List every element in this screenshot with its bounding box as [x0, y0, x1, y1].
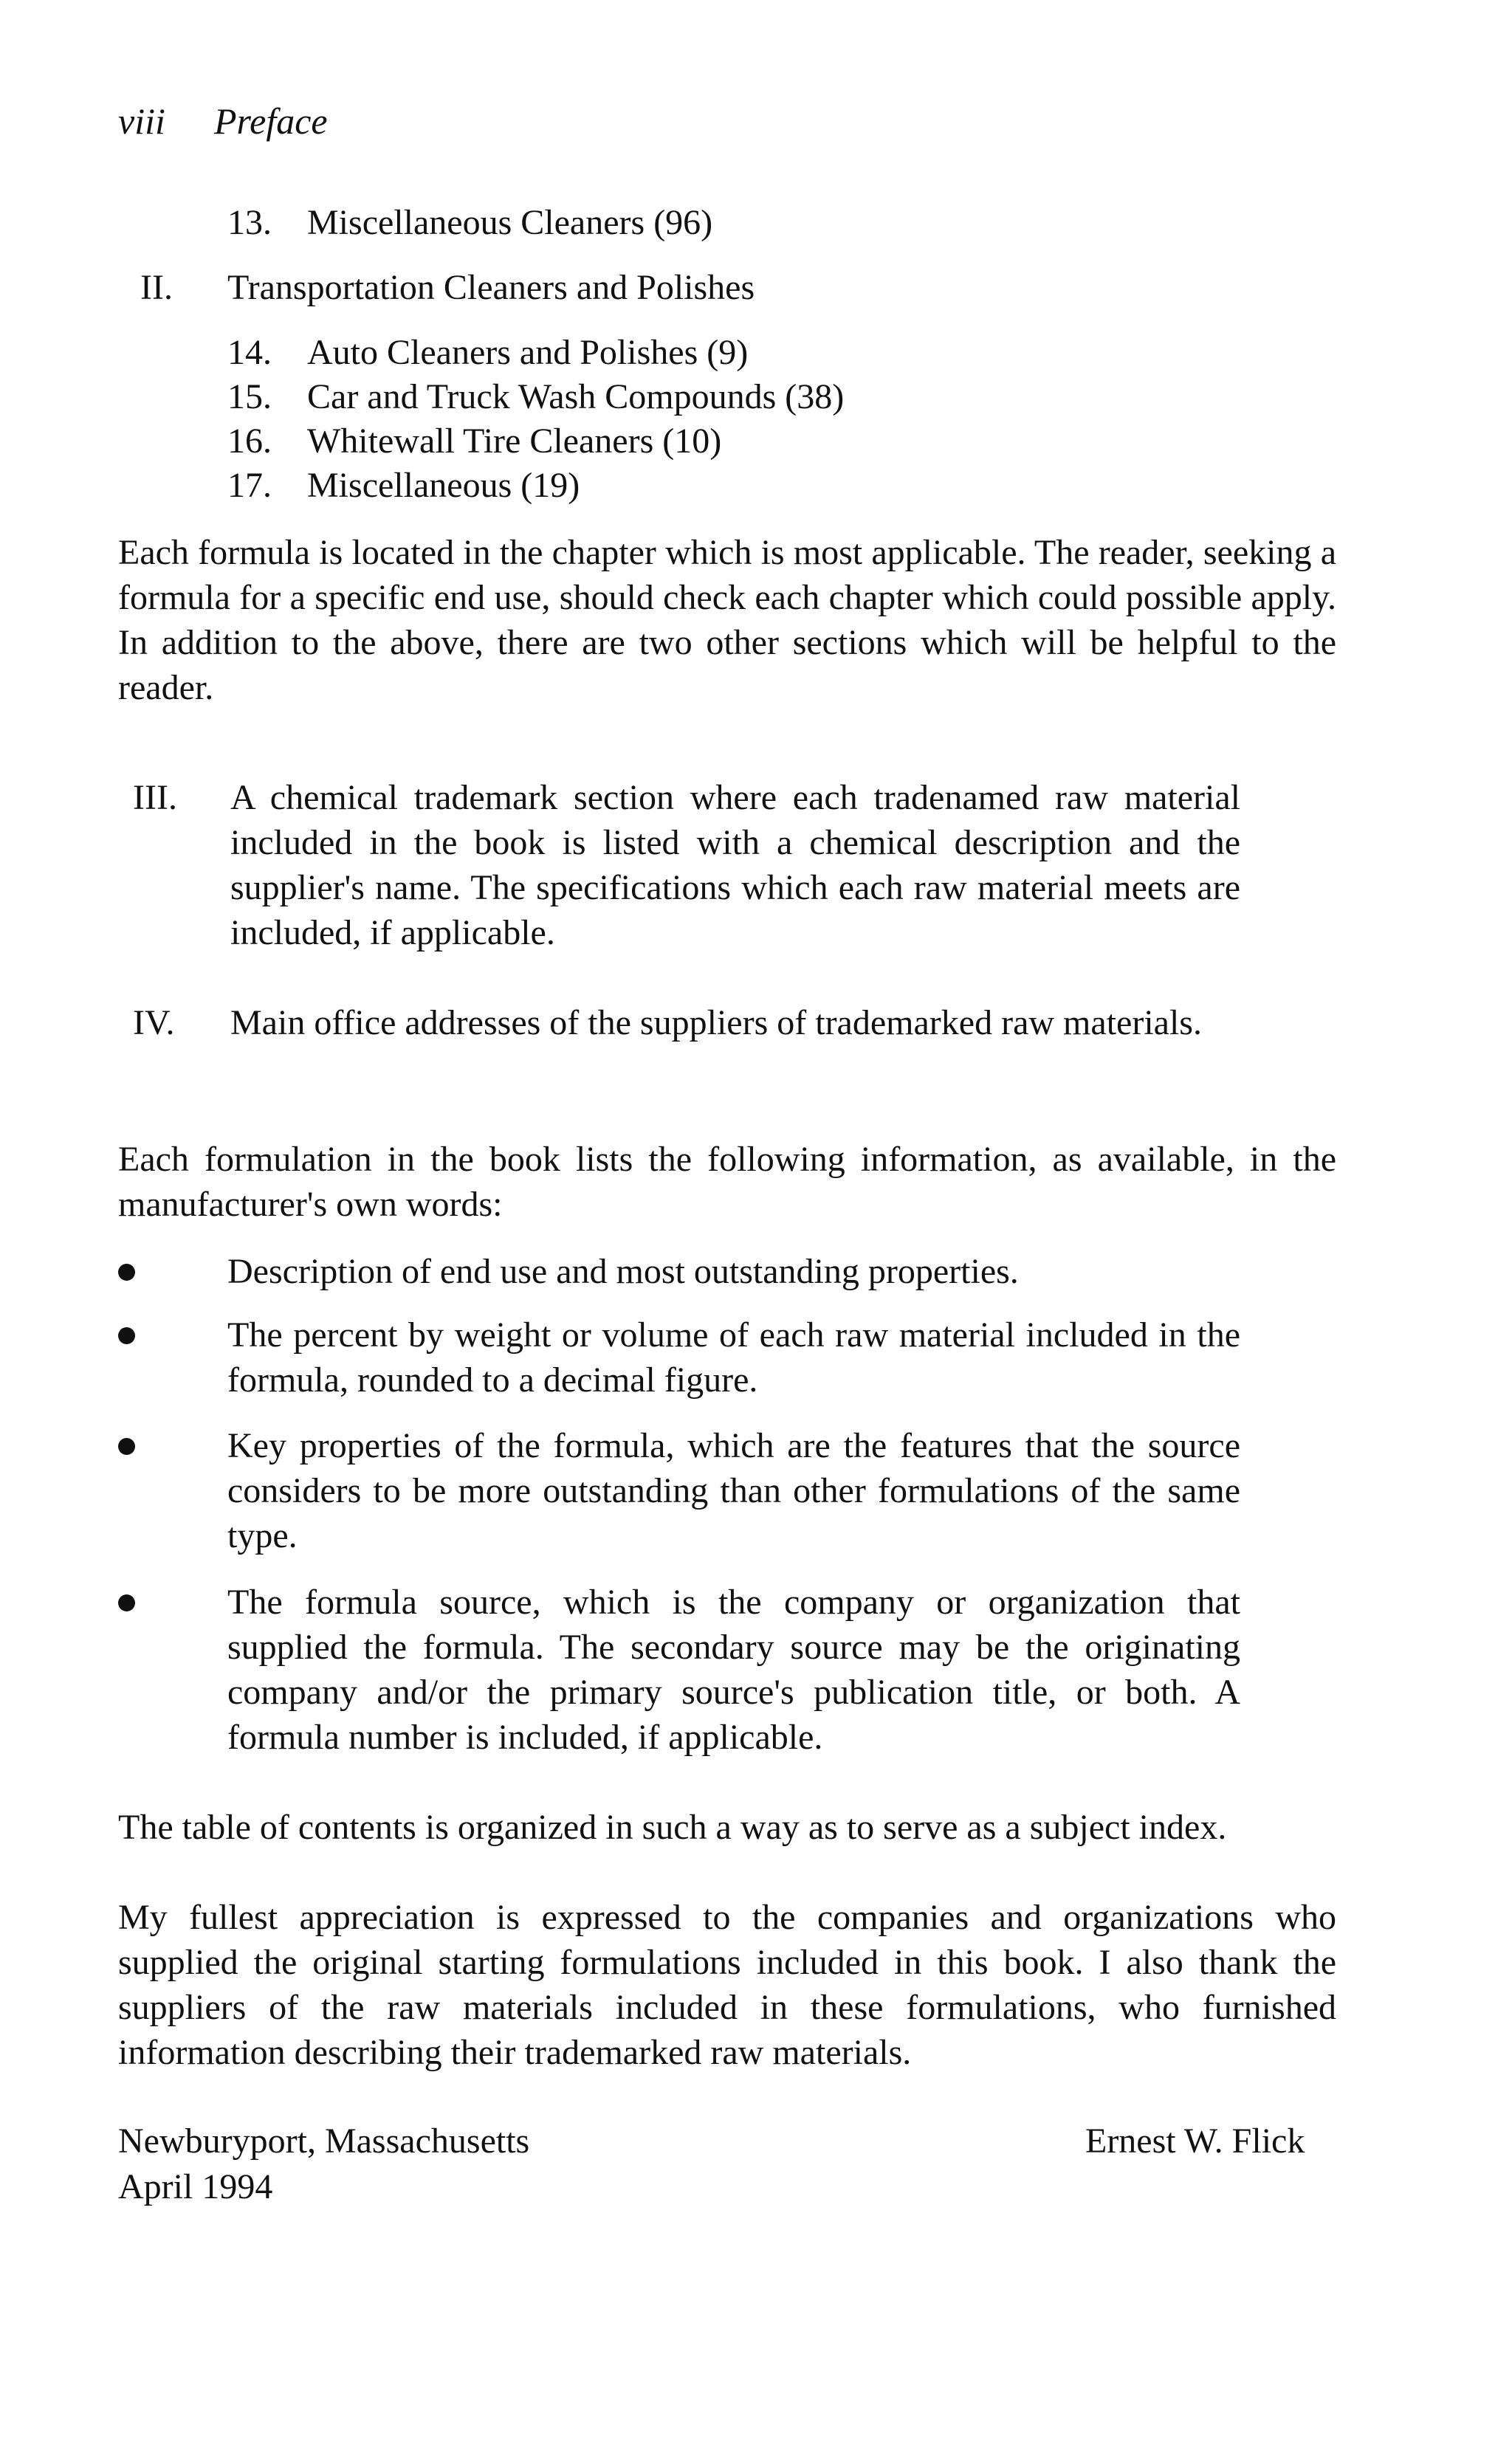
- section-item: [118, 1000, 1240, 1045]
- contents-list: [118, 201, 1373, 508]
- bullet-text: The formula source, which is the company or organization that supplied the formula. The secondary source may be the originating company and/or the primary source's publication title, or both. A formula number is included, if applicable.: [227, 1583, 1240, 1757]
- signature-place: Newburyport, Massachusetts: [118, 2121, 530, 2161]
- toc-note-paragraph: The table of contents is organized in such a way as to serve as a subject index.: [118, 1808, 1227, 1847]
- contents-item-title: Auto Cleaners and Polishes (9): [307, 333, 749, 372]
- bullet-icon: [118, 1423, 227, 1558]
- contents-item-number: 14.: [227, 333, 272, 372]
- contents-item-title: Whitewall Tire Cleaners (10): [307, 421, 722, 461]
- contents-item-number: 13.: [227, 203, 272, 242]
- section-text: Main office addresses of the suppliers of trademarked raw materials.: [230, 1003, 1202, 1042]
- bullet-item: [118, 1312, 1240, 1403]
- running-title: Preface: [214, 100, 328, 142]
- contents-item-title: Miscellaneous Cleaners (96): [307, 203, 713, 242]
- bullet-item: [118, 1580, 1240, 1760]
- contents-item-number: 16.: [227, 421, 272, 461]
- signature-author: Ernest W. Flick: [1085, 2121, 1305, 2161]
- section-number: III.: [133, 778, 177, 817]
- acknowledgement-paragraph: My fullest appreciation is expressed to the companies and organizations who supplied the original starting formulations included in this book. I also thank the suppliers of the raw materials included in these formulations, who furnished information describing their trademarked raw materials.: [118, 1898, 1336, 2072]
- intro-paragraph: Each formula is located in the chapter which is most applicable. The reader, seeking a formula for a specific end use, should check each chapter which could possible apply. In addition to the above, there are two other sections which will be helpful to the reader.: [118, 533, 1336, 707]
- signature-place-date: [118, 2119, 529, 2210]
- contents-item-number: 17.: [227, 466, 272, 505]
- formulation-info-paragraph: Each formulation in the book lists the following information, as available, in the manufacturer's own words:: [118, 1140, 1336, 1224]
- contents-item: [118, 201, 1373, 245]
- signature-date: April 1994: [118, 2167, 273, 2206]
- running-header: [118, 100, 328, 142]
- contents-item: [118, 331, 1373, 375]
- contents-item: [118, 464, 1373, 508]
- bullet-text: Key properties of the formula, which are the features that the source considers to be more outstanding than other formulations of the same type.: [227, 1426, 1240, 1555]
- bullet-item: [118, 1249, 1240, 1294]
- bullet-icon: [118, 1312, 227, 1403]
- contents-item: [118, 419, 1373, 464]
- bullet-text: The percent by weight or volume of each raw material included in the formula, rounded to a decimal figure.: [227, 1315, 1240, 1400]
- page-number: viii: [118, 100, 165, 142]
- section-number: IV.: [133, 1003, 175, 1042]
- contents-item-number: II.: [140, 268, 173, 307]
- contents-item-title: Miscellaneous (19): [307, 466, 580, 505]
- contents-item: [118, 266, 1373, 310]
- bullet-text: Description of end use and most outstanding properties.: [227, 1252, 1019, 1291]
- section-item: [118, 775, 1240, 955]
- contents-item-title: Car and Truck Wash Compounds (38): [307, 377, 845, 416]
- contents-item-number: 15.: [227, 377, 272, 416]
- section-text: A chemical trademark section where each tradenamed raw material included in the book is listed with a chemical description and the supplier's name. The specifications which each raw material meets are included, if applicable.: [230, 778, 1240, 952]
- contents-item-title: Transportation Cleaners and Polishes: [227, 268, 755, 307]
- bullet-icon: [118, 1580, 227, 1760]
- bullet-item: [118, 1423, 1240, 1558]
- bullet-icon: [118, 1249, 227, 1294]
- contents-item: [118, 375, 1373, 419]
